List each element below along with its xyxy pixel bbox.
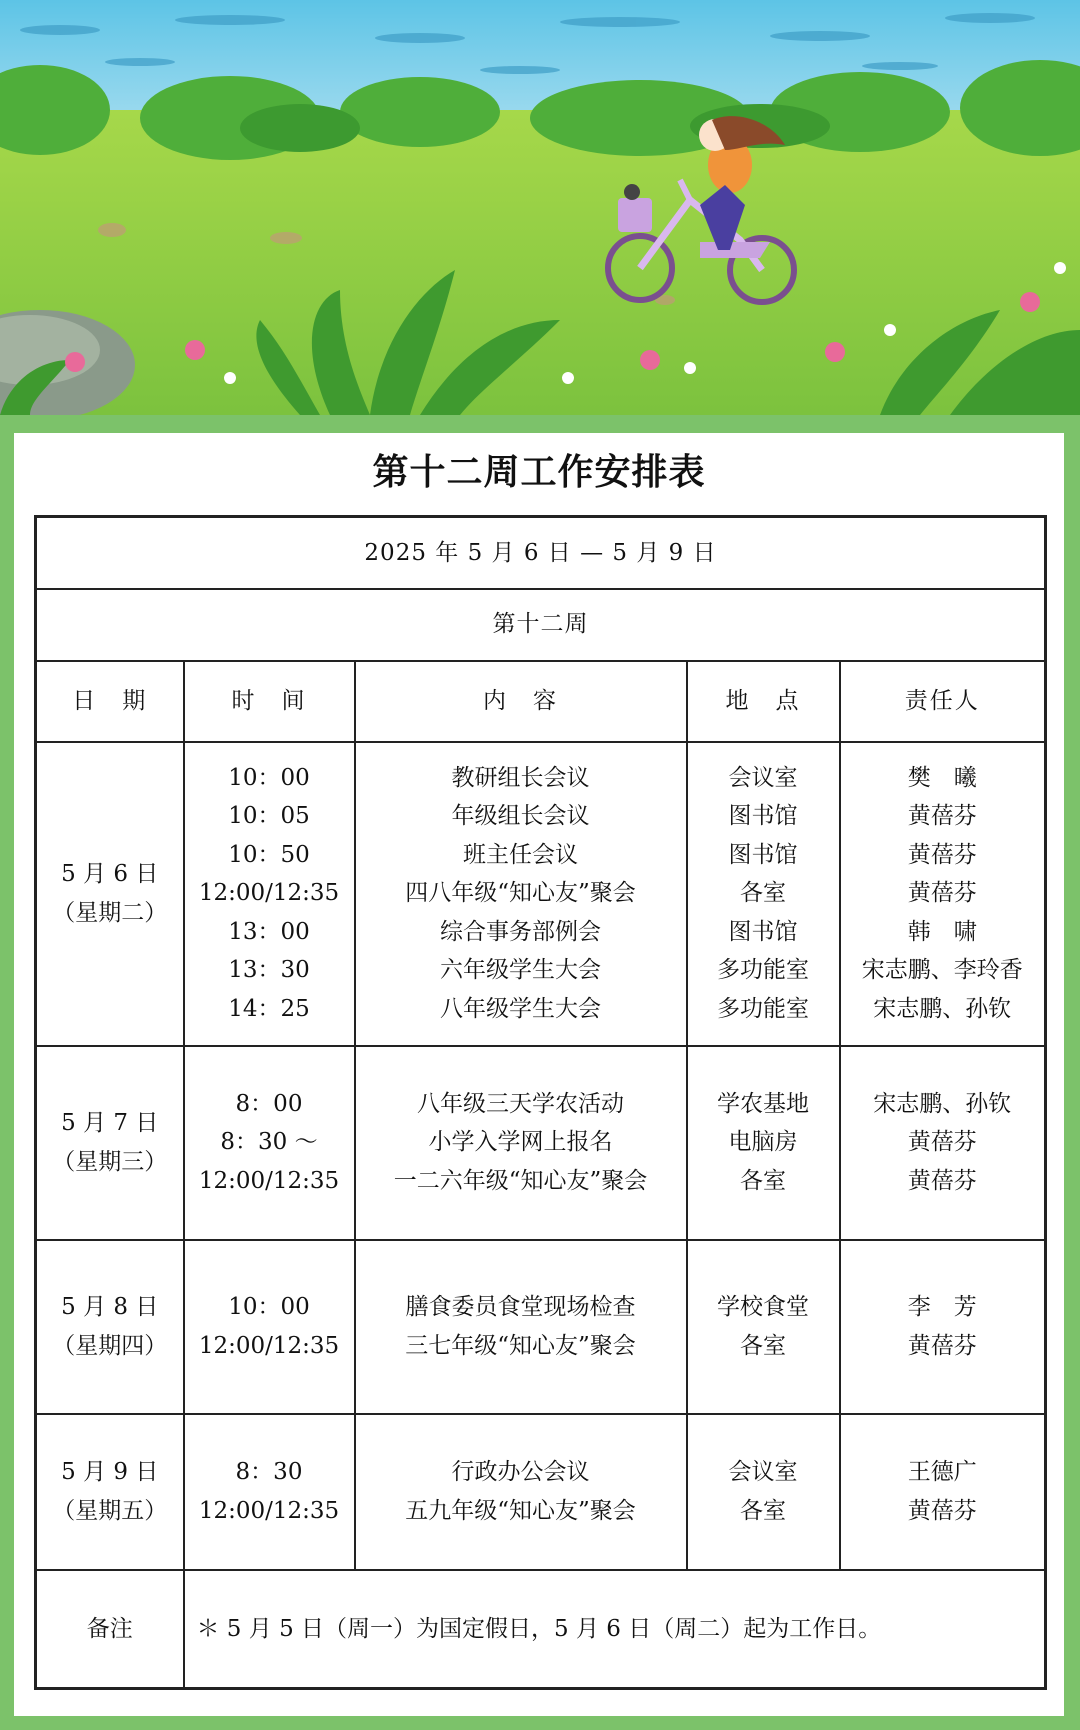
day-contents-cell: [355, 742, 687, 1046]
week-label: 第十二周: [36, 589, 1046, 661]
location-item: 会议室: [728, 1459, 798, 1485]
location-item: 多功能室: [717, 957, 809, 984]
owner-item: 王德广: [907, 1459, 977, 1485]
owner-item: 黄蓓芬: [907, 803, 977, 830]
time-item: 10：05: [228, 803, 310, 830]
day-date-cell: [36, 742, 184, 1046]
owner-item: 宋志鹏、孙钦: [873, 995, 1012, 1022]
day-weekday: （星期五）: [52, 1497, 168, 1524]
time-item: 13：30: [228, 957, 310, 984]
column-header-time: 时 间: [184, 661, 355, 742]
day-row-friday: [36, 1414, 1046, 1570]
day-times-cell: [184, 1046, 355, 1240]
location-item: 学农基地: [717, 1090, 809, 1117]
content-item: 膳食委员食堂现场检查: [405, 1294, 636, 1320]
day-weekday: （星期二）: [52, 899, 168, 926]
week-row: [36, 589, 1046, 661]
time-item: 12:00/12:35: [198, 880, 340, 907]
location-item: 电脑房: [728, 1129, 798, 1156]
location-item: 图书馆: [728, 803, 798, 830]
content-item: 综合事务部例会: [440, 918, 601, 945]
time-item: 8：00: [235, 1090, 303, 1117]
location-item: 多功能室: [717, 995, 809, 1022]
day-owners-cell: [840, 1240, 1046, 1414]
owner-item: 樊 曦: [907, 764, 977, 791]
day-row-wednesday: [36, 1046, 1046, 1240]
time-item: 13：00: [228, 918, 310, 945]
day-times-cell: [184, 742, 355, 1046]
day-row-tuesday: [36, 742, 1046, 1046]
owner-item: 黄蓓芬: [907, 1332, 977, 1359]
day-owners-cell: [840, 1046, 1046, 1240]
day-weekday: （星期三）: [52, 1148, 168, 1175]
content-item: 教研组长会议: [451, 764, 590, 791]
schedule-card: [14, 433, 1064, 1716]
location-item: 各室: [740, 1332, 786, 1359]
owner-item: 李 芳: [907, 1294, 977, 1320]
day-date-cell: [36, 1414, 184, 1570]
time-item: 8：30: [235, 1459, 303, 1485]
owner-item: 黄蓓芬: [907, 1497, 977, 1524]
day-date-cell: [36, 1240, 184, 1414]
time-item: 8：30 ～: [220, 1129, 318, 1156]
owner-item: 黄蓓芬: [907, 1167, 977, 1194]
owner-item: 黄蓓芬: [907, 841, 977, 868]
time-item: 10：00: [228, 1294, 310, 1320]
day-weekday: （星期四）: [52, 1332, 168, 1359]
content-item: 四八年级“知心友”聚会: [405, 880, 636, 907]
day-contents-cell: [355, 1414, 687, 1570]
notes-row: [36, 1570, 1046, 1689]
meadow-cyclist-illustration: [0, 0, 1080, 415]
content-item: 小学入学网上报名: [428, 1129, 613, 1156]
content-item: 五九年级“知心友”聚会: [405, 1497, 636, 1524]
header-illustration: [0, 0, 1080, 415]
day-contents-cell: [355, 1240, 687, 1414]
owner-item: 黄蓓芬: [907, 880, 977, 907]
time-item: 14：25: [228, 995, 310, 1022]
content-item: 八年级学生大会: [440, 995, 601, 1022]
day-date-cell: [36, 1046, 184, 1240]
date-range: 2025 年 5 月 6 日 — 5 月 9 日: [36, 517, 1046, 589]
day-times-cell: [184, 1414, 355, 1570]
owner-item: 宋志鹏、孙钦: [873, 1090, 1012, 1117]
day-locations-cell: [687, 1414, 840, 1570]
day-owners-cell: [840, 1414, 1046, 1570]
column-header-row: [36, 661, 1046, 742]
content-item: 年级组长会议: [451, 803, 590, 830]
owner-item: 宋志鹏、李玲香: [861, 957, 1023, 984]
time-item: 10：50: [228, 841, 310, 868]
owner-item: 韩 啸: [907, 918, 977, 945]
location-item: 各室: [740, 880, 786, 907]
notes-label: 备注: [36, 1570, 184, 1689]
day-contents-cell: [355, 1046, 687, 1240]
location-item: 各室: [740, 1167, 786, 1194]
time-item: 10：00: [228, 764, 310, 791]
content-item: 班主任会议: [463, 841, 578, 868]
notes-text: ＊ 5 月 5 日（周一）为国定假日，5 月 6 日（周二）起为工作日。: [184, 1570, 1046, 1689]
day-row-thursday: [36, 1240, 1046, 1414]
location-item: 图书馆: [728, 841, 798, 868]
day-locations-cell: [687, 742, 840, 1046]
content-item: 三七年级“知心友”聚会: [405, 1332, 636, 1359]
schedule-table: [34, 515, 1047, 1690]
column-header-location: 地 点: [687, 661, 840, 742]
day-owners-cell: [840, 742, 1046, 1046]
day-date: 5 月 7 日: [61, 1110, 159, 1136]
owner-item: 黄蓓芬: [907, 1129, 977, 1156]
column-header-owner: 责任人: [840, 661, 1046, 742]
time-item: 12:00/12:35: [198, 1167, 340, 1194]
location-item: 会议室: [728, 764, 798, 791]
content-item: 八年级三天学农活动: [417, 1090, 624, 1117]
day-locations-cell: [687, 1046, 840, 1240]
location-item: 学校食堂: [717, 1294, 809, 1320]
content-item: 行政办公会议: [451, 1459, 590, 1485]
column-header-content: 内 容: [355, 661, 687, 742]
location-item: 各室: [740, 1497, 786, 1524]
page-title: 第十二周工作安排表: [372, 452, 706, 493]
day-locations-cell: [687, 1240, 840, 1414]
day-date: 5 月 8 日: [61, 1294, 159, 1320]
day-date: 5 月 6 日: [61, 861, 159, 887]
time-item: 12:00/12:35: [198, 1497, 340, 1524]
day-times-cell: [184, 1240, 355, 1414]
day-date: 5 月 9 日: [61, 1459, 159, 1485]
column-header-date: 日 期: [36, 661, 184, 742]
content-item: 一二六年级“知心友”聚会: [393, 1167, 648, 1194]
date-range-row: [36, 517, 1046, 589]
location-item: 图书馆: [728, 918, 798, 945]
content-item: 六年级学生大会: [440, 957, 601, 984]
time-item: 12:00/12:35: [198, 1332, 340, 1359]
